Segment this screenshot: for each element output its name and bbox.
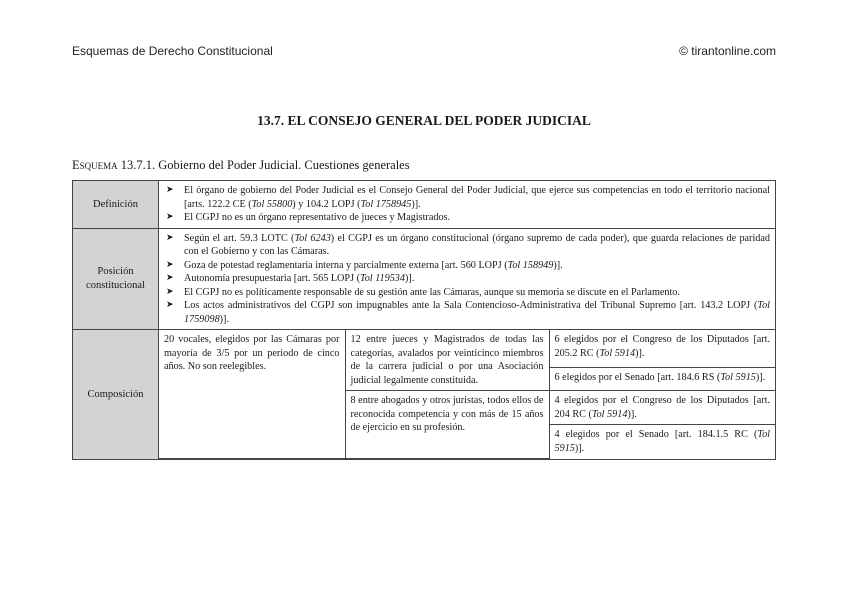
- bullet-item: ➤ El órgano de gobierno del Poder Judicial es el Consejo General del Poder Judicial, que ejerce sus competencias en todo el territorio nacional [arts. 122.2 CE (Tol 55800) y 104.2 LOPJ (Tol 1758945)].: [164, 184, 770, 211]
- label-posicion: Posición constitucional: [73, 228, 159, 330]
- page-header: [72, 44, 776, 60]
- schema-caption-text: 13.7.1. Gobierno del Poder Judicial. Cuestiones generales: [117, 158, 410, 172]
- bullet-item: ➤ Los actos administrativos del CGPJ son impugnables ante la Sala Contencioso-Administrativa del Tribunal Supremo [art. 143.2 LOPJ (Tol 1759098)].: [164, 299, 770, 326]
- abogados-senado-cell: 4 elegidos por el Senado [art. 184.1.5 RC (Tol 5915)].: [549, 425, 775, 459]
- row-posicion: [73, 228, 776, 330]
- bullet-item: ➤ Según el art. 59.3 LOTC (Tol 6243) el CGPJ es un órgano constitucional (órgano supremo de cada poder), que guarda relaciones de paridad con el Gobierno y con las Cámaras.: [164, 232, 770, 259]
- content-posicion: [159, 228, 776, 330]
- chapter-title: 13.7. EL CONSEJO GENERAL DEL PODER JUDICIAL: [257, 113, 591, 128]
- bullet-item: ➤ Autonomía presupuestaria [art. 565 LOPJ (Tol 119534)].: [164, 272, 770, 286]
- jueces-senado-cell: 6 elegidos por el Senado [art. 184.6 RS (Tol 5915)].: [549, 368, 775, 391]
- content-composicion: [159, 330, 776, 460]
- vocales-cell: 20 vocales, elegidos por las Cámaras por mayoría de 3/5 por un periodo de cinco años. No son reelegibles.: [159, 330, 345, 458]
- jueces-congreso-cell: 6 elegidos por el Congreso de los Diputados [art. 205.2 RC (Tol 5914)].: [549, 330, 775, 368]
- abogados-cell: 8 entre abogados y otros juristas, todos ellos de reconocida competencia y con más de 15 años de ejercicio en su profesión.: [345, 391, 549, 459]
- jueces-cell: 12 entre jueces y Magistrados de todas las categorías, avalados por veinticinco miembros de la carrera judicial o por una Asociación judicial legalmente constituida.: [345, 330, 549, 391]
- bullet-item: ➤ El CGPJ no es políticamente responsable de su gestión ante las Cámaras, aunque su memoria se discute en el Parlamento.: [164, 286, 770, 300]
- composicion-subtable: [159, 330, 775, 459]
- schema-table: [72, 180, 776, 460]
- bullet-item: ➤ Goza de potestad reglamentaria interna y parcialmente externa [art. 560 LOPJ (Tol 158949)].: [164, 259, 770, 273]
- schema-caption: [72, 158, 410, 173]
- row-composicion: [73, 330, 776, 460]
- schema-caption-prefix: Esquema: [72, 158, 118, 172]
- bullet-item: ➤ El CGPJ no es un órgano representativo de jueces y Magistrados.: [164, 211, 770, 225]
- book-title: Esquemas de Derecho Constitucional: [72, 44, 273, 58]
- label-composicion: Composición: [73, 330, 159, 460]
- label-definicion: Definición: [73, 181, 159, 229]
- row-definicion: [73, 181, 776, 229]
- abogados-congreso-cell: 4 elegidos por el Congreso de los Diputados [art. 204 RC (Tol 5914)].: [549, 391, 775, 425]
- copyright-notice: © tirantonline.com: [679, 44, 776, 58]
- content-definicion: [159, 181, 776, 229]
